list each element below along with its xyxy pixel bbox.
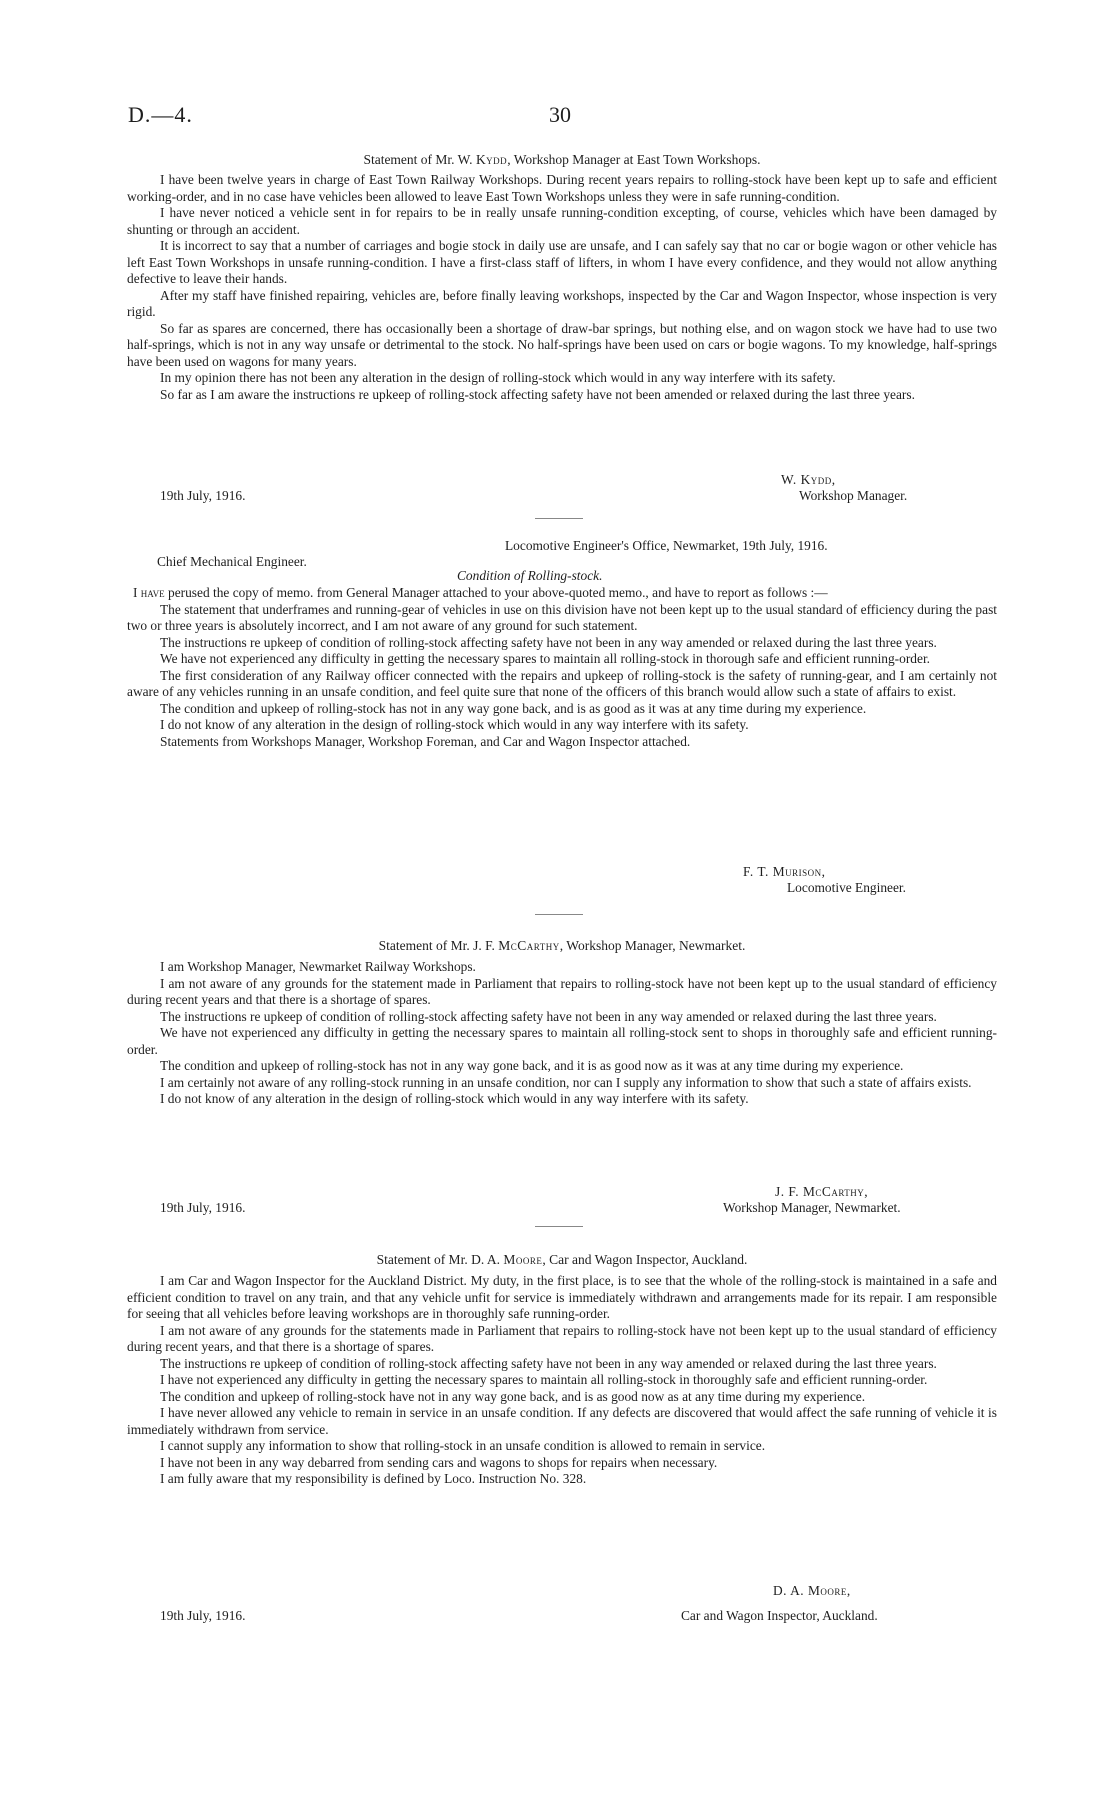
paragraph: I am Workshop Manager, Newmarket Railway Workshops.: [160, 959, 476, 974]
mccarthy-date: 19th July, 1916.: [160, 1200, 246, 1215]
mccarthy-signature-name: J. F. McCarthy,: [775, 1184, 869, 1199]
office-line: Locomotive Engineer's Office, Newmarket, 19th July, 1916.: [505, 538, 828, 553]
paragraph: I do not know of any alteration in the design of rolling-stock which would in any way interfere with its safety.: [160, 717, 749, 732]
mccarthy-signature-title: Workshop Manager, Newmarket.: [723, 1200, 901, 1215]
kydd-signature-title: Workshop Manager.: [799, 488, 908, 503]
paragraph: The condition and upkeep of rolling-stock has not in any way gone back, and is as good as it was at any time during my experience.: [160, 700, 867, 716]
addressee: Chief Mechanical Engineer.: [157, 554, 307, 569]
kydd-statement: [127, 152, 997, 403]
section-divider: [535, 518, 583, 519]
murison-signature-title: Locomotive Engineer.: [787, 880, 906, 895]
mccarthy-statement: [127, 938, 997, 1108]
paragraph: I have never allowed any vehicle to remain in service in an unsafe condition. If any defects are discovered that would affect the safe running of vehicle it is immediately withdrawn from service.: [127, 1405, 997, 1437]
paragraph: I am not aware of any grounds for the statements made in Parliament that repairs to rolling-stock have not been kept up to the usual standard of efficiency during recent years, and that there is a shortage of spares.: [127, 1322, 997, 1354]
paragraph: I have been twelve years in charge of East Town Railway Workshops. During recent years repairs to rolling-stock have been kept up to safe and efficient working-order, and in no case have vehicles been allowed to leave East Town Workshops unless they were in safe running-condition.: [127, 172, 997, 204]
paragraph: We have not experienced any difficulty in getting the necessary spares to maintain all rolling-stock in thorough safe and efficient running-order.: [160, 651, 931, 666]
paragraph: I have not experienced any difficulty in getting the necessary spares to maintain all rolling-stock in thoroughly safe and efficient running-order.: [160, 1372, 928, 1387]
paragraph: I am not aware of any grounds for the statement made in Parliament that repairs to rolling-stock have not been kept up to the usual standard of efficiency during recent years and that there is a shortage of spares.: [127, 975, 997, 1007]
moore-title: Statement of Mr. D. A. Moore, Car and Wagon Inspector, Auckland.: [376, 1252, 748, 1267]
paragraph: It is incorrect to say that a number of carriages and bogie stock in daily use are unsafe, and I can safely say that no car or bogie wagon or other vehicle has left East Town Workshops in unsafe running-condition. I have a first-class staff of lifters, in whom I have every confidence, and they would not allow anything defective to leave their hands.: [127, 238, 997, 286]
kydd-date: 19th July, 1916.: [160, 488, 246, 503]
section-divider: [535, 1226, 583, 1227]
paragraph: So far as I am aware the instructions re upkeep of rolling-stock affecting safety have not been amended or relaxed during the last three years.: [160, 386, 915, 402]
paragraph: The first consideration of any Railway officer connected with the repairs and upkeep of rolling-stock is the safety of running-gear, and I am certainly not aware of any vehicles running in an unsafe condition, and feel quite sure that none of the officers of this branch would allow such a state of affairs to exist.: [127, 667, 997, 699]
page-number: 30: [549, 102, 571, 127]
murison-signature-name: F. T. Murison,: [743, 864, 826, 879]
paragraph: The condition and upkeep of rolling-stock has not in any way gone back, and it is as good now as it was at any time during my experience.: [160, 1058, 904, 1073]
memo-subject: Condition of Rolling-stock.: [457, 568, 603, 583]
document-reference: D.—4.: [128, 102, 193, 127]
moore-date: 19th July, 1916.: [160, 1608, 246, 1623]
mccarthy-title: Statement of Mr. J. F. McCarthy, Workshop Manager, Newmarket.: [378, 938, 746, 953]
kydd-title: Statement of Mr. W. Kydd, Workshop Manager at East Town Workshops.: [363, 152, 761, 167]
paragraph: The instructions re upkeep of condition of rolling-stock affecting safety have not been in any way amended or relaxed during the last three years.: [160, 1008, 937, 1024]
paragraph: I have never noticed a vehicle sent in for repairs to be in really unsafe running-condition excepting, of course, vehicles which have been damaged by shunting or through an accident.: [127, 205, 997, 237]
moore-statement: [127, 1252, 997, 1488]
paragraph: We have not experienced any difficulty in getting the necessary spares to maintain all rolling-stock sent to shops in thoroughly safe and efficient running-order.: [127, 1025, 997, 1057]
paragraph: The condition and upkeep of rolling-stock have not in any way gone back, and is as good now as at any time during my experience.: [160, 1388, 866, 1404]
paragraph: I have perused the copy of memo. from General Manager attached to your above-quoted memo., and have to report as follows :—: [133, 585, 828, 600]
paragraph: Statements from Workshops Manager, Workshop Foreman, and Car and Wagon Inspector attached.: [160, 733, 691, 749]
paragraph: I am Car and Wagon Inspector for the Auckland District. My duty, in the first place, is to see that the whole of the rolling-stock is maintained in a safe and efficient condition to travel on any train, and that any vehicle unfit for service is immediately withdrawn and arrangements made for its repair. I am responsible for seeing that all vehicles before leaving workshops are in thoroughly safe running-order.: [127, 1273, 997, 1321]
kydd-signature-name: W. Kydd,: [781, 472, 836, 487]
paragraph: The instructions re upkeep of condition of rolling-stock affecting safety have not been in any way amended or relaxed during the last three years.: [160, 1355, 937, 1371]
paragraph: The statement that underframes and running-gear of vehicles in use on this division have not been kept up to the usual standard of efficiency during the past two or three years is absolutely incorrect, and I am not aware of any ground for such statement.: [127, 601, 997, 633]
paragraph: I do not know of any alteration in the design of rolling-stock which would in any way interfere with its safety.: [160, 1091, 749, 1106]
paragraph: I cannot supply any information to show that rolling-stock in an unsafe condition is allowed to remain in service.: [160, 1438, 766, 1453]
moore-signature-title: Car and Wagon Inspector, Auckland.: [681, 1608, 878, 1623]
moore-signature-name: D. A. Moore,: [773, 1583, 851, 1598]
murison-memo: [127, 585, 997, 750]
section-divider: [535, 914, 583, 915]
paragraph: In my opinion there has not been any alteration in the design of rolling-stock which would in any way interfere with its safety.: [160, 370, 836, 385]
paragraph: I am certainly not aware of any rolling-stock running in an unsafe condition, nor can I supply any information to show that such a state of affairs exists.: [160, 1074, 972, 1090]
paragraph: So far as spares are concerned, there has occasionally been a shortage of draw-bar springs, but nothing else, and on wagon stock we have had to use two half-springs, which is not in any way unsafe or detrimental to the stock. No half-springs have been used on cars or bogie wagons. To my knowledge, half-springs have been used on wagons for many years.: [127, 320, 997, 369]
paragraph: I am fully aware that my responsibility is defined by Loco. Instruction No. 328.: [160, 1471, 587, 1486]
paragraph: After my staff have finished repairing, vehicles are, before finally leaving workshops, inspected by the Car and Wagon Inspector, whose inspection is very rigid.: [127, 287, 997, 319]
paragraph: I have not been in any way debarred from sending cars and wagons to shops for repairs when necessary.: [160, 1454, 718, 1470]
paragraph: The instructions re upkeep of condition of rolling-stock affecting safety have not been in any way amended or relaxed during the last three years.: [160, 634, 937, 650]
